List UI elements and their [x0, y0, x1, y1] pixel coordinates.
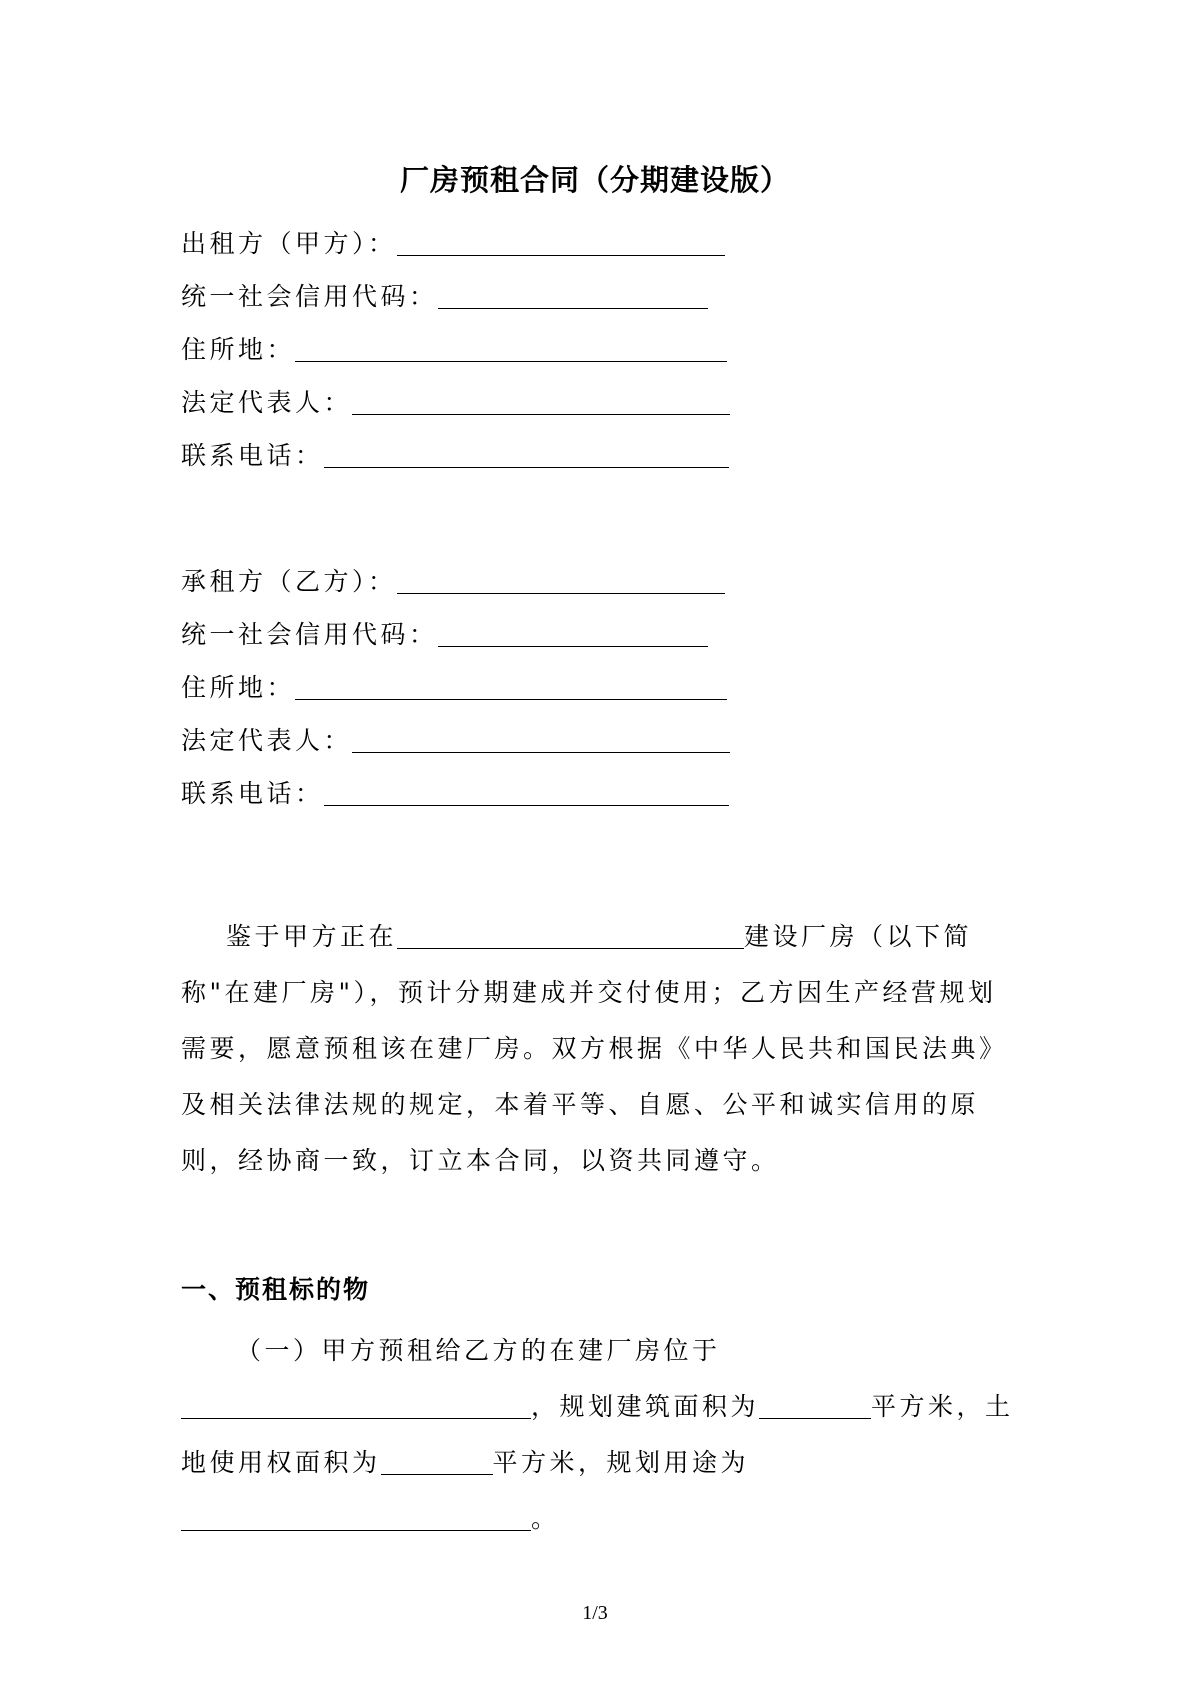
preamble-line1-start: 鉴于甲方正在 [226, 922, 398, 951]
party-a-address-row [181, 335, 727, 365]
clause-1-line-2 [181, 1392, 1014, 1422]
preamble-line1-end: 建设厂房（以下简 [744, 922, 973, 951]
party-a-phone-blank[interactable] [324, 443, 729, 468]
party-b-credit-code-label: 统一社会信用代码： [181, 620, 438, 649]
clause-1-line-4 [181, 1504, 560, 1534]
preamble-line-4: 及相关法律法规的规定，本着平等、自愿、公平和诚实信用的原 [181, 1090, 980, 1119]
party-a-legal-rep-label: 法定代表人： [181, 388, 353, 417]
section-1-heading: 一、预租标的物 [181, 1275, 371, 1304]
party-b-legal-rep-label: 法定代表人： [181, 726, 353, 755]
party-a-address-blank[interactable] [295, 337, 727, 362]
party-b-credit-code-blank[interactable] [438, 622, 708, 647]
preamble-location-blank[interactable] [397, 924, 744, 949]
party-b-legal-rep-blank[interactable] [352, 728, 730, 753]
planned-use-blank[interactable] [181, 1506, 531, 1531]
clause-1-line-1: （一）甲方预租给乙方的在建厂房位于 [236, 1336, 721, 1365]
factory-location-blank[interactable] [181, 1394, 531, 1419]
page-number: 1/3 [582, 1602, 608, 1624]
party-b-address-blank[interactable] [295, 675, 727, 700]
building-area-blank[interactable] [759, 1394, 871, 1419]
clause-1-line-3 [181, 1448, 749, 1478]
party-a-legal-rep-row [181, 388, 730, 418]
party-b-address-label: 住所地： [181, 673, 296, 702]
preamble-line-1 [226, 922, 972, 952]
party-a-phone-row [181, 441, 729, 471]
party-b-phone-blank[interactable] [324, 781, 729, 806]
clause-1-end-mark: 。 [531, 1504, 560, 1533]
party-b-lessee-label: 承租方（乙方）： [181, 567, 397, 596]
party-a-credit-code-label: 统一社会信用代码： [181, 282, 438, 311]
party-b-address-row [181, 673, 727, 703]
land-area-blank[interactable] [381, 1450, 493, 1475]
party-a-phone-label: 联系电话： [181, 441, 324, 470]
party-b-lessee-blank[interactable] [397, 569, 725, 594]
party-b-phone-row [181, 779, 729, 809]
document-title: 厂房预租合同（分期建设版） [399, 163, 790, 197]
clause-1-land-area-label: 地使用权面积为 [181, 1448, 381, 1477]
preamble-line-3: 需要，愿意预租该在建厂房。双方根据《中华人民共和国民法典》 [181, 1034, 1008, 1063]
party-a-lessor-row [181, 229, 725, 259]
party-b-lessee-row [181, 567, 725, 597]
clause-1-land-area-unit: 平方米，规划用途为 [492, 1448, 750, 1477]
party-b-credit-code-row [181, 620, 708, 650]
party-a-lessor-label: 出租方（甲方）： [181, 229, 397, 258]
party-a-legal-rep-blank[interactable] [352, 390, 730, 415]
party-a-credit-code-blank[interactable] [438, 284, 708, 309]
party-b-phone-label: 联系电话： [181, 779, 324, 808]
party-a-address-label: 住所地： [181, 335, 296, 364]
party-a-lessor-blank[interactable] [397, 231, 725, 256]
preamble-line-5: 则，经协商一致，订立本合同，以资共同遵守。 [181, 1146, 780, 1175]
party-b-legal-rep-row [181, 726, 730, 756]
party-a-credit-code-row [181, 282, 708, 312]
preamble-line-2: 称"在建厂房"），预计分期建成并交付使用；乙方因生产经营规划 [181, 978, 997, 1007]
clause-1-building-area-label: ，规划建筑面积为 [531, 1392, 760, 1421]
clause-1-building-area-unit: 平方米，土 [871, 1392, 1014, 1421]
